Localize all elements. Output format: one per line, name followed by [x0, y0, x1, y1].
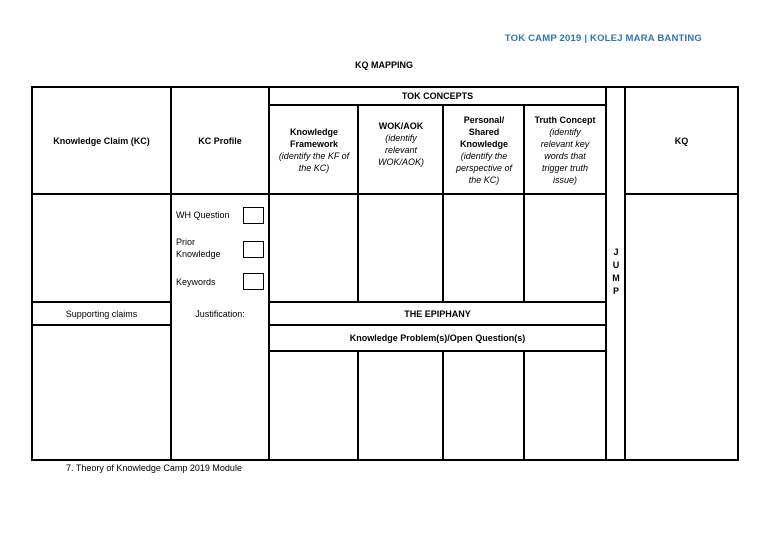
wok-aok-title: WOK/AOK: [378, 120, 424, 131]
jump-letter: M: [612, 273, 620, 283]
wok-aok-header: [362, 106, 440, 193]
knowledge-problem-header: Knowledge Problem(s)/Open Question(s): [349, 333, 526, 343]
knowledge-claim-header: Knowledge Claim (KC): [53, 135, 150, 146]
prior-knowledge-label: [176, 236, 221, 260]
jump-letter: U: [612, 260, 620, 270]
knowledge-framework-title: Knowledge Framework: [289, 126, 339, 149]
truth-concept-note: (identify relevant key words that trigger truth issue): [540, 126, 590, 185]
personal-shared-knowledge-header: [446, 106, 522, 193]
justification-label: Justification:: [195, 308, 245, 319]
keywords-checkbox[interactable]: [243, 273, 264, 290]
jump-letter: J: [613, 247, 619, 257]
knowledge-framework-note: (identify the KF of the KC): [278, 150, 350, 173]
prior-knowledge-line1: Prior: [176, 237, 196, 247]
wok-aok-note: (identify relevant WOK/AOK): [377, 132, 424, 167]
jump-label: [607, 246, 625, 298]
knowledge-framework-header: [272, 106, 356, 193]
truth-concept-header: [527, 106, 603, 193]
prior-knowledge-checkbox[interactable]: [243, 241, 264, 258]
truth-concept-title: Truth Concept: [534, 114, 596, 125]
keywords-label: Keywords: [176, 277, 216, 287]
personal-shared-knowledge-title: Personal/ Shared Knowledge: [459, 114, 508, 149]
page-title: KQ MAPPING: [354, 60, 413, 70]
wh-question-checkbox[interactable]: [243, 207, 264, 224]
page-footer: 7. Theory of Knowledge Camp 2019 Module: [66, 463, 242, 473]
supporting-claims-label: Supporting claims: [65, 308, 138, 319]
header-brand: TOK CAMP 2019 | KOLEJ MARA BANTING: [504, 33, 702, 44]
kc-profile-header: KC Profile: [198, 135, 242, 146]
jump-letter: P: [612, 286, 619, 296]
tok-concepts-header: TOK CONCEPTS: [401, 91, 474, 101]
wh-question-label: WH Question: [176, 210, 230, 220]
epiphany-header: THE EPIPHANY: [404, 308, 471, 319]
prior-knowledge-line2: Knowledge: [176, 249, 221, 259]
kq-header: KQ: [674, 135, 689, 146]
personal-shared-knowledge-note: (identify the perspective of the KC): [455, 150, 513, 185]
